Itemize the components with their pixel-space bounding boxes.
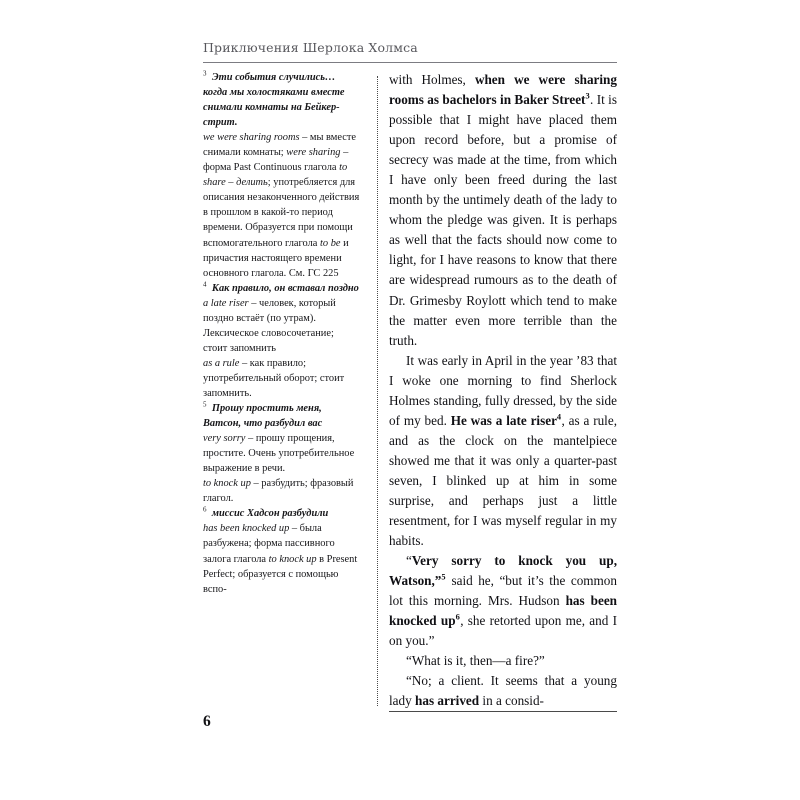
paragraph-1 [389,70,617,351]
note-ru-text: – форма Past Continuous глагола [203,147,349,174]
text-run: “What is it, then—a fire?” [406,653,545,669]
note-en-term: to knock up [203,478,251,490]
text-run: in a consid- [479,693,544,709]
note-6 [203,506,360,596]
note-en-term: we were sharing rooms [203,132,300,144]
footnote-ref: 6 [455,612,461,622]
note-en-term: to share – делить [203,162,348,189]
note-ru-text: – разбудить; фразовый глагол. [203,478,354,505]
footnote-ref: 3 [585,91,591,101]
note-lemma: Прошу простить меня, Ватсон, что разбудил вас [203,403,323,430]
note-ru-text: – прошу прощения, простите. Очень употребительное выражение в речи. [203,433,355,475]
footnote-ref: 5 [441,572,446,582]
page-number: 6 [203,713,211,730]
note-marker: 5 [203,400,207,409]
note-ru-text: – была разбужена; форма пассивного залога глагола [203,523,335,565]
main-text-column [389,70,617,712]
text-run: , she retorted upon me, and I on you.” [389,613,617,649]
text-run: with Holmes, [389,72,475,87]
notes-column [203,70,360,597]
paragraph-3 [389,551,617,651]
note-5 [203,401,360,506]
note-marker: 4 [203,280,207,289]
note-ru-text: – человек, который поздно встаёт (по утрам). Лексическое словосочетание; стоит запомнить [203,297,336,354]
note-4 [203,281,360,401]
note-ru-text: – как правило; употребительный оборот; стоит запомнить. [203,357,345,399]
note-marker: 6 [203,505,207,514]
note-lemma: миссис Хадсон разбудили [211,508,329,520]
text-run: It was early in April in the year ’83 that I woke one morning to find Sherlock Holmes standing, fully dressed, by the side of my bed. [389,352,617,428]
text-run: . It is possible that I might have placed them upon record before, but a promise of secrecy was made at the time, from which I have only been freed during the last month by the untimely death of the lady to whom the pledge was given. It is perhaps as well that the facts should now come to light, for I have reasons to know that there are widespread rumours as to the death of Dr. Grimesby Roylott which tend to make the matter even more terrible than the truth. [389,92,617,348]
bold-phrase: has been knocked up [389,593,618,629]
note-en-term: as a rule [203,357,240,369]
text-run: said he, “but it’s the common lot this morning. Mrs. Hudson [389,573,617,609]
note-en-term: very sorry [203,433,246,445]
note-lemma: Как правило, он вставал поздно [211,282,359,294]
note-lemma: Эти события случились… когда мы холостяками вместе снимали комнаты на Бейкер-стрит. [203,72,345,129]
bold-phrase: He was a late riser [450,412,557,428]
note-en-term: to knock up [268,553,317,565]
note-en-term: a late riser [203,297,249,309]
note-en-term: to be [320,237,341,249]
footer-rule [389,711,617,712]
header-rule [203,62,617,63]
bold-phrase: has arrived [415,693,480,709]
page-body [203,70,617,710]
note-ru-text: ; употребляется для описания незаконченного действия в прошлом в какой-то период времени. Образуется при помощи вспомогательного глагола [203,177,360,249]
note-en-term: were sharing [286,147,341,159]
note-ru-text: в Present Perfect; образуется с помощью вспо- [203,553,358,595]
bold-phrase: Very sorry to knock you up, Watson,” [389,553,617,589]
text-run: “ [406,553,412,569]
note-ru-text: – мы вместе снимали комнаты; [203,132,356,159]
paragraph-4 [389,651,617,671]
text-run: , as a rule, and as the clock on the mantelpiece showed me that it was only a quarter-past seven, I blinked up at him in some surprise, and perhaps just a little resentment, for I was myself regular in my habits. [389,412,617,549]
running-head: Приключения Шерлока Холмса [203,40,418,55]
column-divider [377,76,378,706]
note-en-term: has been knocked up [203,523,290,535]
note-marker: 3 [203,69,207,78]
text-run: “No; a client. It seems that a young lady [389,673,617,709]
paragraph-5 [389,671,617,711]
note-3 [203,70,360,281]
footnote-ref: 4 [556,412,562,422]
note-ru-text: и причастия настоящего времени основного глагола. См. ГС 225 [203,237,349,279]
paragraph-2 [389,351,617,551]
bold-phrase: when we were sharing rooms as bachelors in Baker Street [389,72,617,108]
